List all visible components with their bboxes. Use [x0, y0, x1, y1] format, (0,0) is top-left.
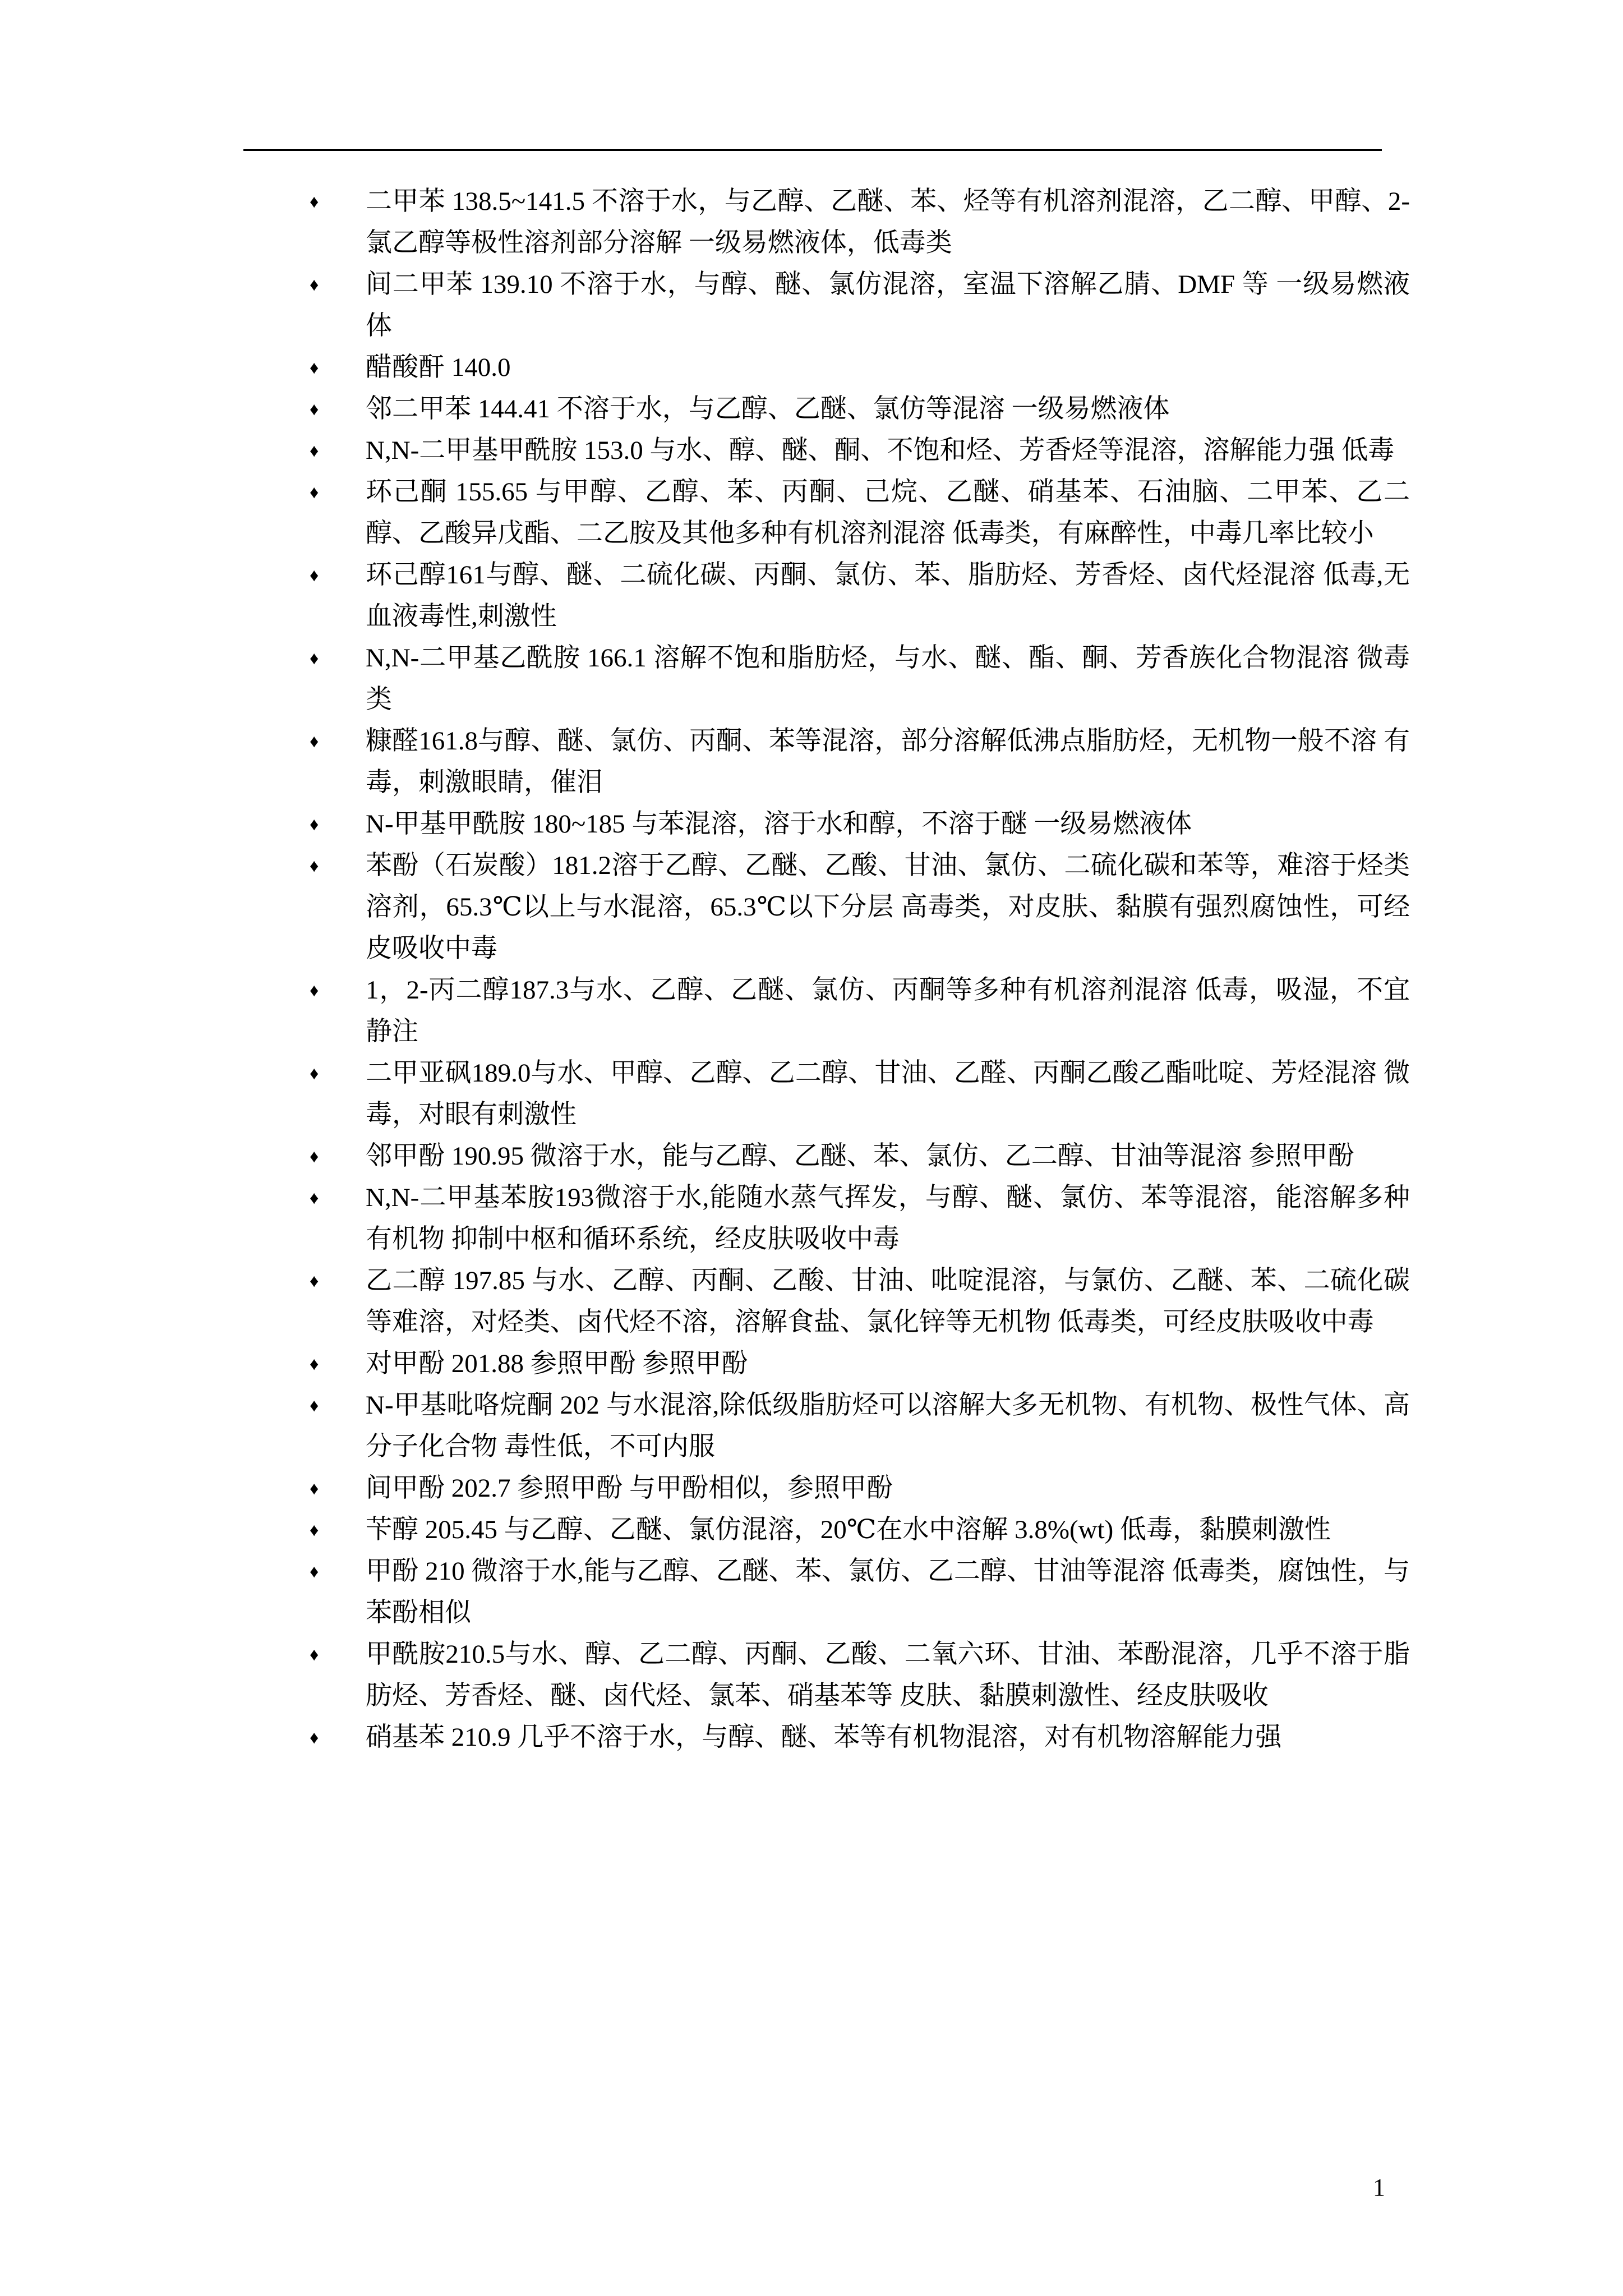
list-item-text: N,N-二甲基乙酰胺 166.1 溶解不饱和脂肪烃，与水、醚、酯、酮、芳香族化合物混溶 微毒类 [366, 643, 1410, 714]
diamond-bullet-icon: ♦ [310, 980, 319, 1000]
diamond-bullet-icon: ♦ [310, 1395, 319, 1415]
list-item-text: 甲酚 210 微溶于水,能与乙醇、乙醚、苯、氯仿、乙二醇、甘油等混溶 低毒类，腐蚀性，与苯酚相似 [366, 1557, 1410, 1627]
list-item [310, 430, 1410, 471]
diamond-bullet-icon: ♦ [310, 274, 319, 295]
list-item [310, 1384, 1410, 1467]
list-item [310, 181, 1410, 264]
diamond-bullet-icon: ♦ [310, 1063, 319, 1083]
page-number: 1 [1373, 2174, 1385, 2201]
list-item [310, 1550, 1410, 1634]
list-item-text: 苄醇 205.45 与乙醇、乙醚、氯仿混溶，20℃在水中溶解 3.8%(wt) 低毒，黏膜刺激性 [366, 1515, 1331, 1544]
page-content [310, 181, 1410, 1758]
diamond-bullet-icon: ♦ [310, 855, 319, 876]
diamond-bullet-icon: ♦ [310, 482, 319, 502]
list-item-text: 硝基苯 210.9 几乎不溶于水，与醇、醚、苯等有机物混溶，对有机物溶解能力强 [366, 1723, 1282, 1752]
list-item [310, 1717, 1410, 1758]
list-item [310, 471, 1410, 554]
list-item-text: N,N-二甲基苯胺193微溶于水,能随水蒸气挥发，与醇、醚、氯仿、苯等混溶，能溶解多种有机物 抑制中枢和循环系统，经皮肤吸收中毒 [366, 1183, 1410, 1254]
list-item-text: 环己酮 155.65 与甲醇、乙醇、苯、丙酮、己烷、乙醚、硝基苯、石油脑、二甲苯、乙二醇、乙酸异戊酯、二乙胺及其他多种有机溶剂混溶 低毒类，有麻醉性，中毒几率比较小 [366, 477, 1410, 548]
list-item [310, 1052, 1410, 1135]
list-item [310, 1135, 1410, 1177]
diamond-bullet-icon: ♦ [310, 1520, 319, 1540]
diamond-bullet-icon: ♦ [310, 565, 319, 585]
header-rule [243, 149, 1382, 151]
diamond-bullet-icon: ♦ [310, 1146, 319, 1166]
diamond-bullet-icon: ♦ [310, 1561, 319, 1581]
list-item-text: 甲酰胺210.5与水、醇、乙二醇、丙酮、乙酸、二氧六环、甘油、苯酚混溶，几乎不溶于脂肪烃、芳香烃、醚、卤代烃、氯苯、硝基苯等 皮肤、黏膜刺激性、经皮肤吸收 [366, 1640, 1410, 1710]
diamond-bullet-icon: ♦ [310, 814, 319, 834]
solvent-list [310, 181, 1410, 1758]
list-item-text: 二甲亚砜189.0与水、甲醇、乙醇、乙二醇、甘油、乙醛、丙酮乙酸乙酯吡啶、芳烃混溶 微毒，对眼有刺激性 [366, 1059, 1410, 1129]
diamond-bullet-icon: ♦ [310, 191, 319, 211]
list-item [310, 803, 1410, 845]
list-item-text: N-甲基吡咯烷酮 202 与水混溶,除低级脂肪烃可以溶解大多无机物、有机物、极性气体、高分子化合物 毒性低，不可内服 [366, 1391, 1410, 1461]
list-item-text: 糠醛161.8与醇、醚、氯仿、丙酮、苯等混溶，部分溶解低沸点脂肪烃，无机物一般不溶 有毒，刺激眼睛，催泪 [366, 726, 1410, 797]
list-item [310, 720, 1410, 803]
list-item-text: 乙二醇 197.85 与水、乙醇、丙酮、乙酸、甘油、吡啶混溶，与氯仿、乙醚、苯、二硫化碳等难溶，对烃类、卤代烃不溶，溶解食盐、氯化锌等无机物 低毒类，可经皮肤吸收中毒 [366, 1266, 1410, 1337]
list-item [310, 1634, 1410, 1717]
list-item [310, 264, 1410, 347]
list-item [310, 969, 1410, 1052]
list-item [310, 388, 1410, 430]
diamond-bullet-icon: ♦ [310, 648, 319, 668]
diamond-bullet-icon: ♦ [310, 1478, 319, 1498]
list-item [310, 1177, 1410, 1260]
diamond-bullet-icon: ♦ [310, 1271, 319, 1291]
list-item [310, 347, 1410, 388]
list-item-text: 1，2-丙二醇187.3与水、乙醇、乙醚、氯仿、丙酮等多种有机溶剂混溶 低毒，吸湿，不宜静注 [366, 976, 1410, 1046]
list-item-text: N-甲基甲酰胺 180~185 与苯混溶，溶于水和醇，不溶于醚 一级易燃液体 [366, 809, 1192, 839]
diamond-bullet-icon: ♦ [310, 731, 319, 751]
diamond-bullet-icon: ♦ [310, 1644, 319, 1664]
diamond-bullet-icon: ♦ [310, 1188, 319, 1208]
list-item [310, 554, 1410, 637]
list-item [310, 845, 1410, 969]
list-item [310, 1260, 1410, 1343]
diamond-bullet-icon: ♦ [310, 1354, 319, 1374]
list-item-text: 邻二甲苯 144.41 不溶于水，与乙醇、乙醚、氯仿等混溶 一级易燃液体 [366, 394, 1170, 424]
list-item-text: 间二甲苯 139.10 不溶于水，与醇、醚、氯仿混溶，室温下溶解乙腈、DMF 等 一级易燃液体 [366, 270, 1410, 341]
list-item [310, 1467, 1410, 1509]
diamond-bullet-icon: ♦ [310, 357, 319, 378]
list-item-text: N,N-二甲基甲酰胺 153.0 与水、醇、醚、酮、不饱和烃、芳香烃等混溶，溶解能力强 低毒 [366, 436, 1395, 465]
list-item-text: 醋酸酐 140.0 [366, 353, 511, 382]
list-item-text: 对甲酚 201.88 参照甲酚 参照甲酚 [366, 1349, 748, 1378]
list-item-text: 二甲苯 138.5~141.5 不溶于水，与乙醇、乙醚、苯、烃等有机溶剂混溶，乙二醇、甲醇、2-氯乙醇等极性溶剂部分溶解 一级易燃液体，低毒类 [366, 187, 1410, 257]
list-item-text: 环己醇161与醇、醚、二硫化碳、丙酮、氯仿、苯、脂肪烃、芳香烃、卤代烃混溶 低毒,无血液毒性,刺激性 [366, 560, 1410, 631]
list-item-text: 苯酚（石炭酸）181.2溶于乙醇、乙醚、乙酸、甘油、氯仿、二硫化碳和苯等，难溶于烃类溶剂，65.3℃以上与水混溶，65.3℃以下分层 高毒类，对皮肤、黏膜有强烈腐蚀性，可经皮吸收中毒 [366, 851, 1410, 963]
diamond-bullet-icon: ♦ [310, 440, 319, 461]
list-item [310, 637, 1410, 720]
list-item [310, 1343, 1410, 1384]
list-item-text: 间甲酚 202.7 参照甲酚 与甲酚相似，参照甲酚 [366, 1474, 893, 1503]
diamond-bullet-icon: ♦ [310, 1727, 319, 1747]
list-item-text: 邻甲酚 190.95 微溶于水，能与乙醇、乙醚、苯、氯仿、乙二醇、甘油等混溶 参照甲酚 [366, 1142, 1354, 1171]
diamond-bullet-icon: ♦ [310, 399, 319, 419]
list-item [310, 1509, 1410, 1550]
